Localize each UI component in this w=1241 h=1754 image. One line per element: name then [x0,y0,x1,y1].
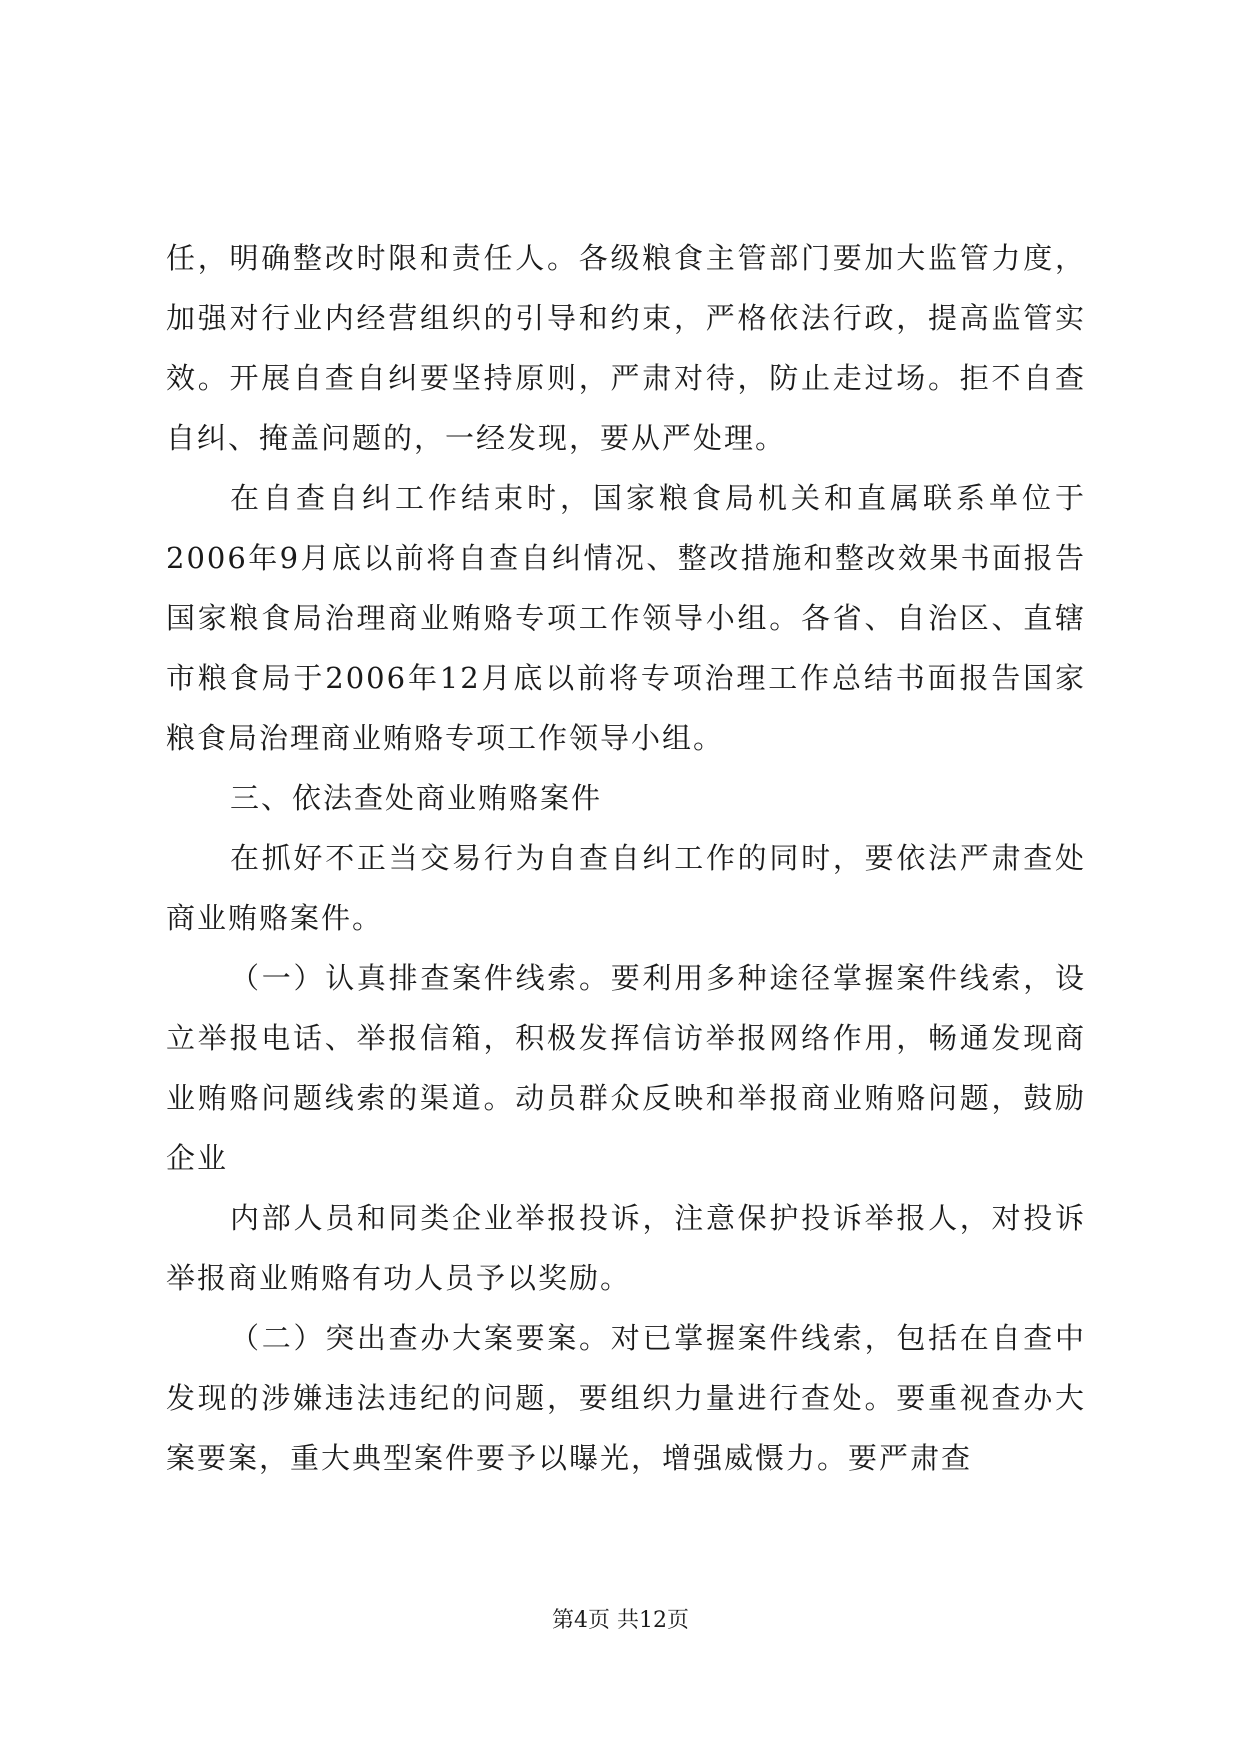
paragraph-1: 任，明确整改时限和责任人。各级粮食主管部门要加大监管力度，加强对行业内经营组织的引导和约束，严格依法行政，提高监管实效。开展自查自纠要坚持原则，严肃对待，防止走过场。拒不自查自纠、掩盖问题的，一经发现，要从严处理。 [166,241,1086,455]
page-footer [0,1607,1241,1635]
paragraph-2: 在自查自纠工作结束时，国家粮食局机关和直属联系单位于2006年9月底以前将自查自纠情况、整改措施和整改效果书面报告国家粮食局治理商业贿赂专项工作领导小组。各省、自治区、直辖市粮食局于2006年12月底以前将专项治理工作总结书面报告国家粮食局治理商业贿赂专项工作领导小组。 [166,481,1086,755]
paragraph-3: 在抓好不正当交易行为自查自纠工作的同时，要依法严肃查处商业贿赂案件。 [166,841,1086,935]
page-number-label: 第4页 共12页 [552,1608,689,1633]
paragraph-4: （一）认真排查案件线索。要利用多种途径掌握案件线索，设立举报电话、举报信箱，积极发挥信访举报网络作用，畅通发现商业贿赂问题线索的渠道。动员群众反映和举报商业贿赂问题，鼓励企业 [166,961,1086,1175]
section-heading: 三、依法查处商业贿赂案件 [230,781,603,815]
paragraph-6: （二）突出查办大案要案。对已掌握案件线索，包括在自查中发现的涉嫌违法违纪的问题，要组织力量进行查处。要重视查办大案要案，重大典型案件要予以曝光，增强威慑力。要严肃查 [166,1321,1086,1475]
paragraph-5: 内部人员和同类企业举报投诉，注意保护投诉举报人，对投诉举报商业贿赂有功人员予以奖励。 [166,1201,1086,1295]
document-body [166,228,1086,1488]
